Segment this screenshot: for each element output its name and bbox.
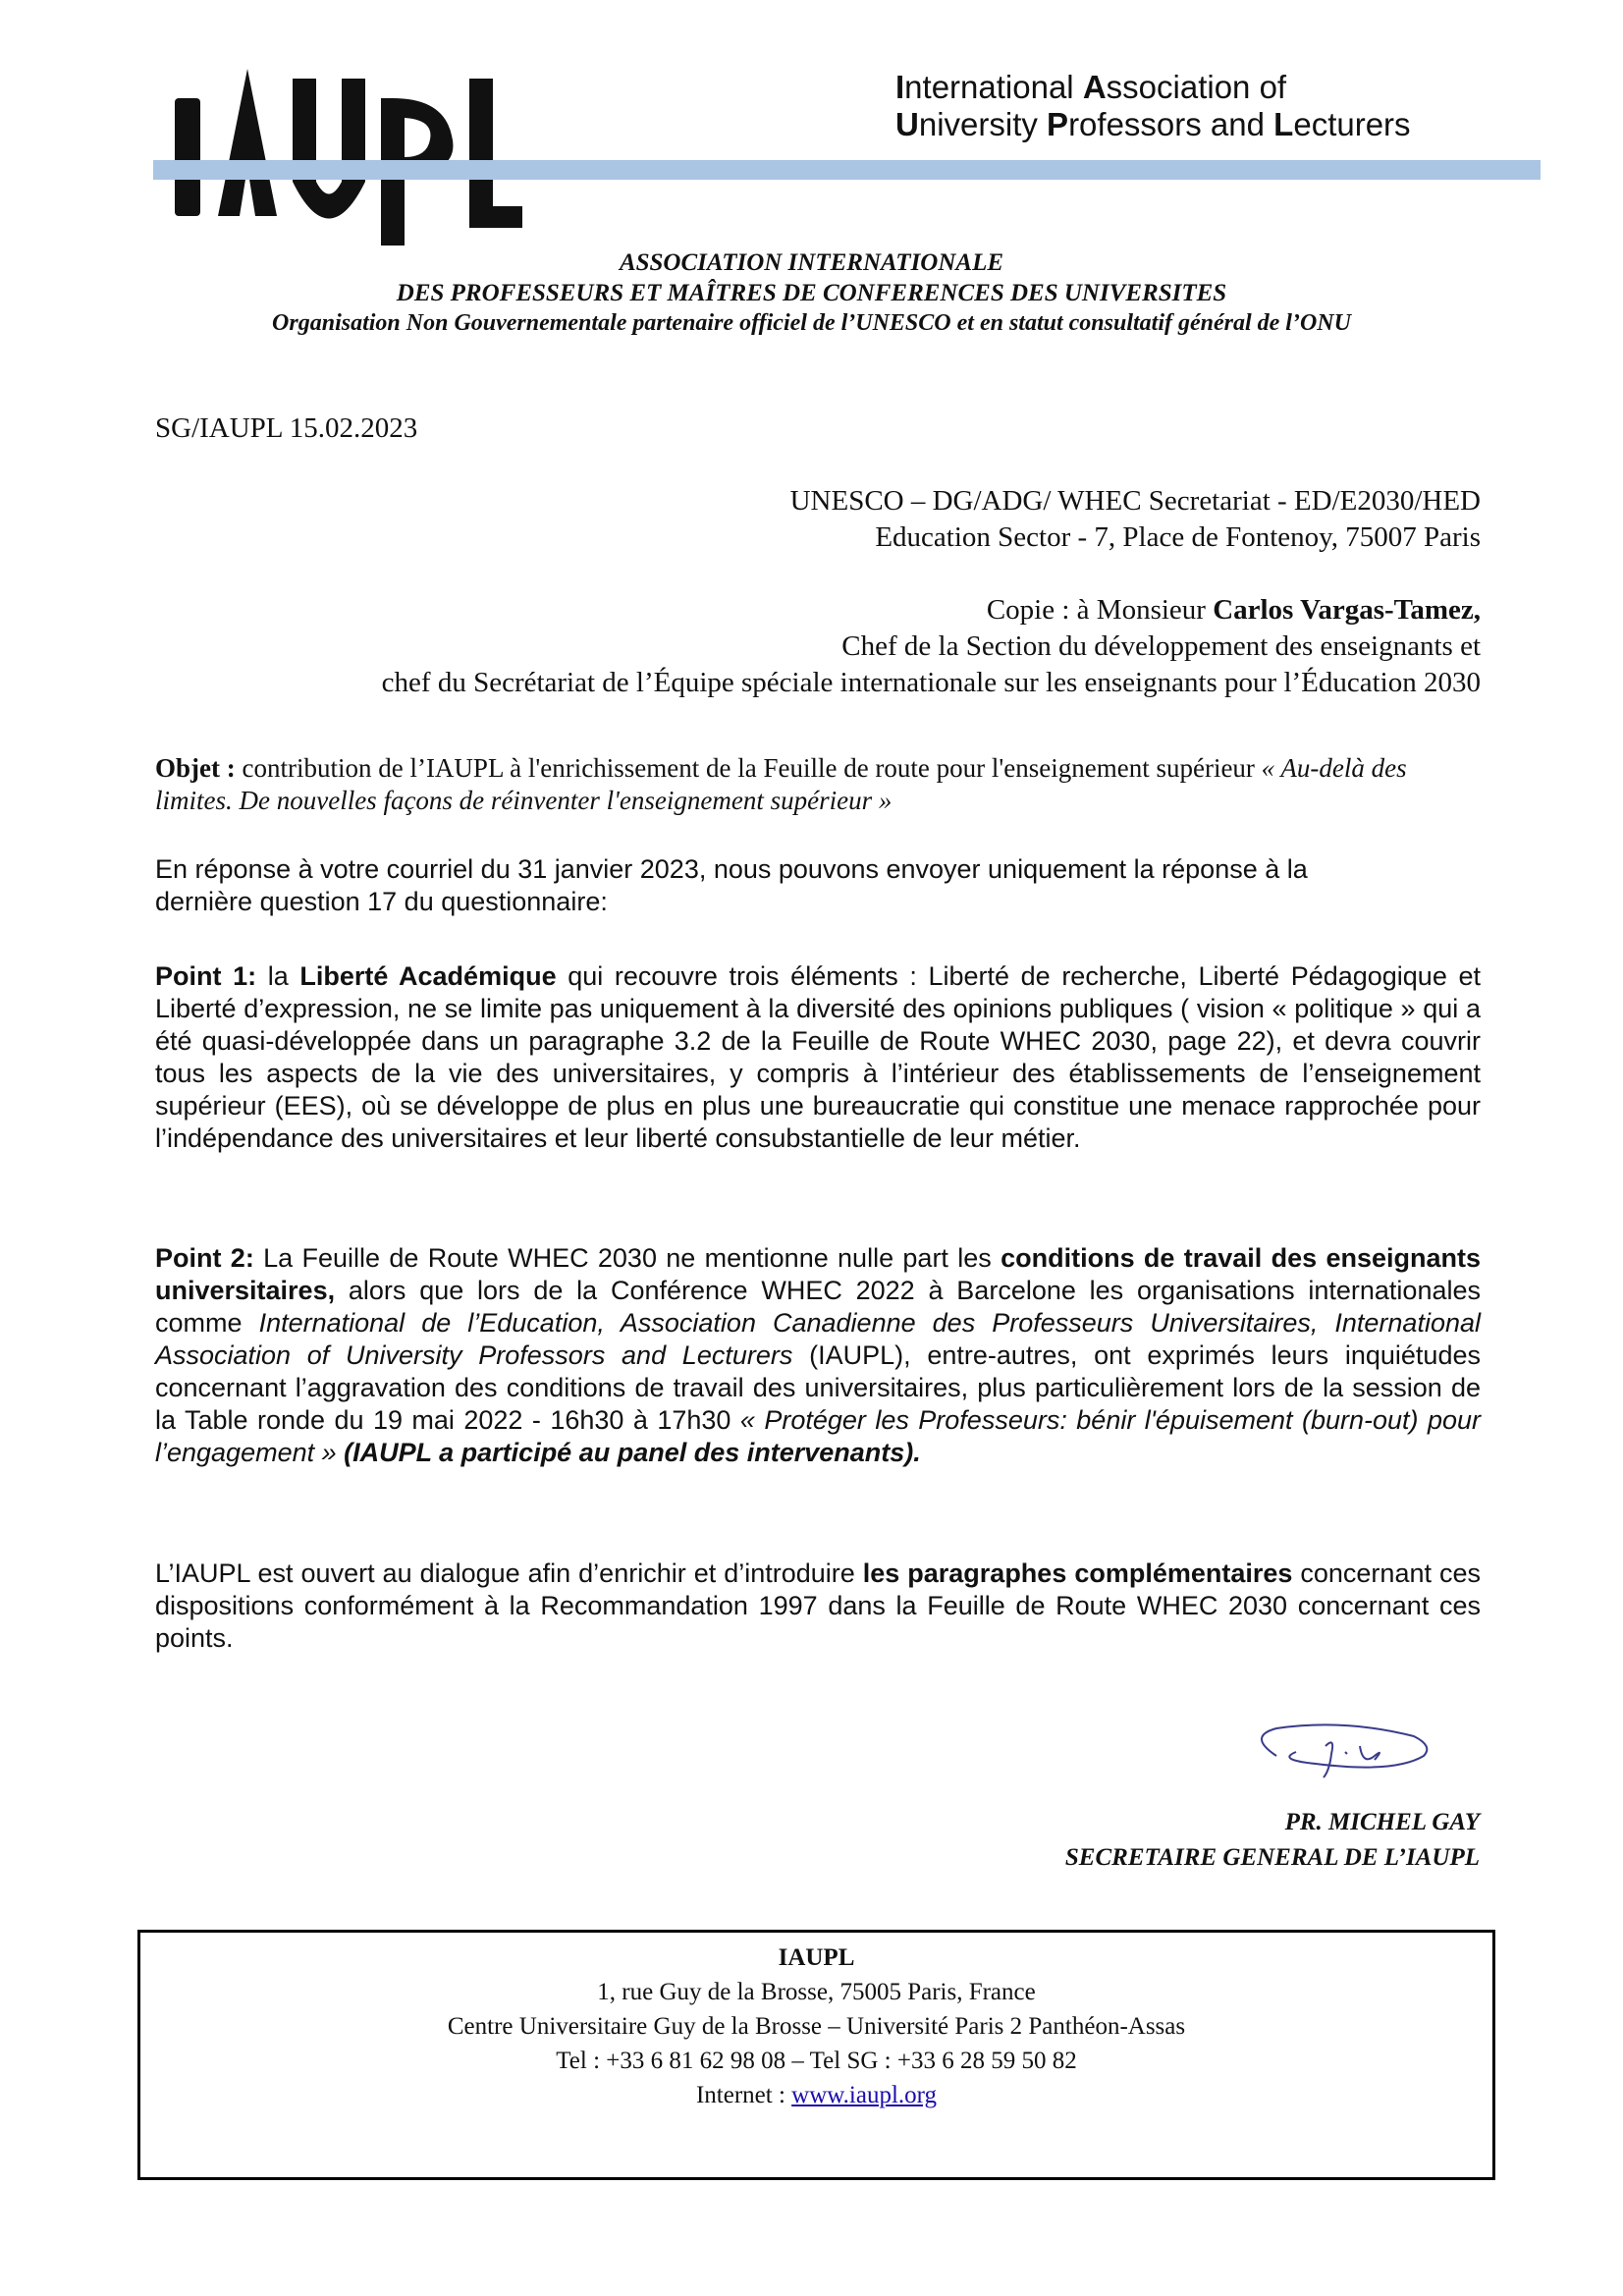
recipient-address <box>790 483 1481 556</box>
organization-name-french <box>0 247 1623 339</box>
copy-line: chef du Secrétariat de l’Équipe spéciale internationale sur les enseignants pour l’Éducation 2030 <box>381 667 1481 698</box>
point-1-paragraph: Point 1: la Liberté Académique qui recouvre trois éléments : Liberté de recherche, Liberté Pédagogique et Liberté d’expression, ne se limite pas uniquement à la diversité des opinions publiques ( vision « politique » qui a été quasi-développée dans un paragraphe 3.2 de la Feuille de Route WHEC 2030, page 22), et devra couvrir tous les aspects de la vie des universitaires, y compris à l’intérieur des établissements de l’enseignement supérieur (EES), où se développe de plus en plus une bureaucratie qui constitue une menace rapprochée pour l’indépendance des universitaires et leur liberté consubstantielle de leur métier. <box>155 961 1481 1153</box>
org-fr-subtitle: Organisation Non Gouvernementale partenaire officiel de l’UNESCO et en statut consultatif général de l’ONU <box>272 310 1351 336</box>
signer-title: SECRETAIRE GENERAL DE L’IAUPL <box>1064 1844 1480 1871</box>
footer-address: 1, rue Guy de la Brosse, 75005 Paris, France <box>597 1979 1036 2005</box>
iaupl-logo <box>157 59 530 255</box>
footer-internet-label: Internet : <box>695 2082 792 2108</box>
recipient-line: UNESCO – DG/ADG/ WHEC Secretariat - ED/E2030/HED <box>789 485 1481 517</box>
org-fr-line: ASSOCIATION INTERNATIONALE <box>619 249 1004 276</box>
recipient-line: Education Sector - 7, Place de Fontenoy, 75007 Paris <box>875 521 1481 553</box>
footer-centre: Centre Universitaire Guy de la Brosse – Université Paris 2 Panthéon-Assas <box>447 2013 1186 2040</box>
closing-paragraph: L’IAUPL est ouvert au dialogue afin d’enrichir et d’introduire les paragraphes complémentaires concernant ces dispositions conformément à la Recommandation 1997 dans la Feuille de Route WHEC 2030 concernant ces points. <box>155 1558 1481 1653</box>
signer-name: PR. MICHEL GAY <box>1284 1809 1480 1835</box>
point-2-paragraph: Point 2: La Feuille de Route WHEC 2030 ne mentionne nulle part les conditions de travail des enseignants universitaires, alors que lors de la Conférence WHEC 2022 à Barcelone les organisations internationales comme International de l’Education, Association Canadienne des Professeurs Universitaires, International Association of University Professors and Lecturers (IAUPL), entre-autres, ont exprimés leurs inquiétudes concernant l’aggravation des conditions de travail des universitaires, plus particulièrement lors de la session de la Table ronde du 19 mai 2022 - 16h30 à 17h30 « Protéger les Professeurs: bénir l'épuisement (burn-out) pour l’engagement » (IAUPL a participé au panel des intervenants). <box>155 1243 1481 1467</box>
signer-block <box>1065 1805 1480 1876</box>
reply-intro: En réponse à votre courriel du 31 janvier 2023, nous pouvons envoyer uniquement la réponse à la dernière question 17 du questionnaire: <box>155 854 1308 916</box>
copy-name: Carlos Vargas-Tamez, <box>1213 594 1481 626</box>
copy-recipient: Copie : à Monsieur Carlos Vargas-Tamez, Chef de la Section du développement des enseignants et chef du Secrétariat de l’Équipe spéciale internationale sur les enseignants pour l’Éducation 2030 <box>382 592 1481 701</box>
copy-line: Chef de la Section du développement des enseignants et <box>841 630 1481 662</box>
footer-name: IAUPL <box>778 1944 855 1971</box>
organization-name-english: International Association of University Professors and Lecturers <box>895 69 1411 142</box>
website-link[interactable]: www.iaupl.org <box>791 2082 938 2108</box>
org-fr-line: DES PROFESSEURS ET MAÎTRES DE CONFERENCES DES UNIVERSITES <box>396 280 1227 306</box>
subject-line: Objet : contribution de l’IAUPL à l'enrichissement de la Feuille de route pour l'enseignement supérieur « Au-delà des limites. De nouvelles façons de réinventer l'enseignement supérieur » <box>155 753 1407 815</box>
letter-reference: SG/IAUPL 15.02.2023 <box>155 412 418 444</box>
footer-phone: Tel : +33 6 81 62 98 08 – Tel SG : +33 6 28 59 50 82 <box>556 2048 1077 2074</box>
header-band <box>153 160 1541 180</box>
handwritten-signature <box>1237 1717 1443 1795</box>
footer-contact-box <box>137 1930 1495 2180</box>
